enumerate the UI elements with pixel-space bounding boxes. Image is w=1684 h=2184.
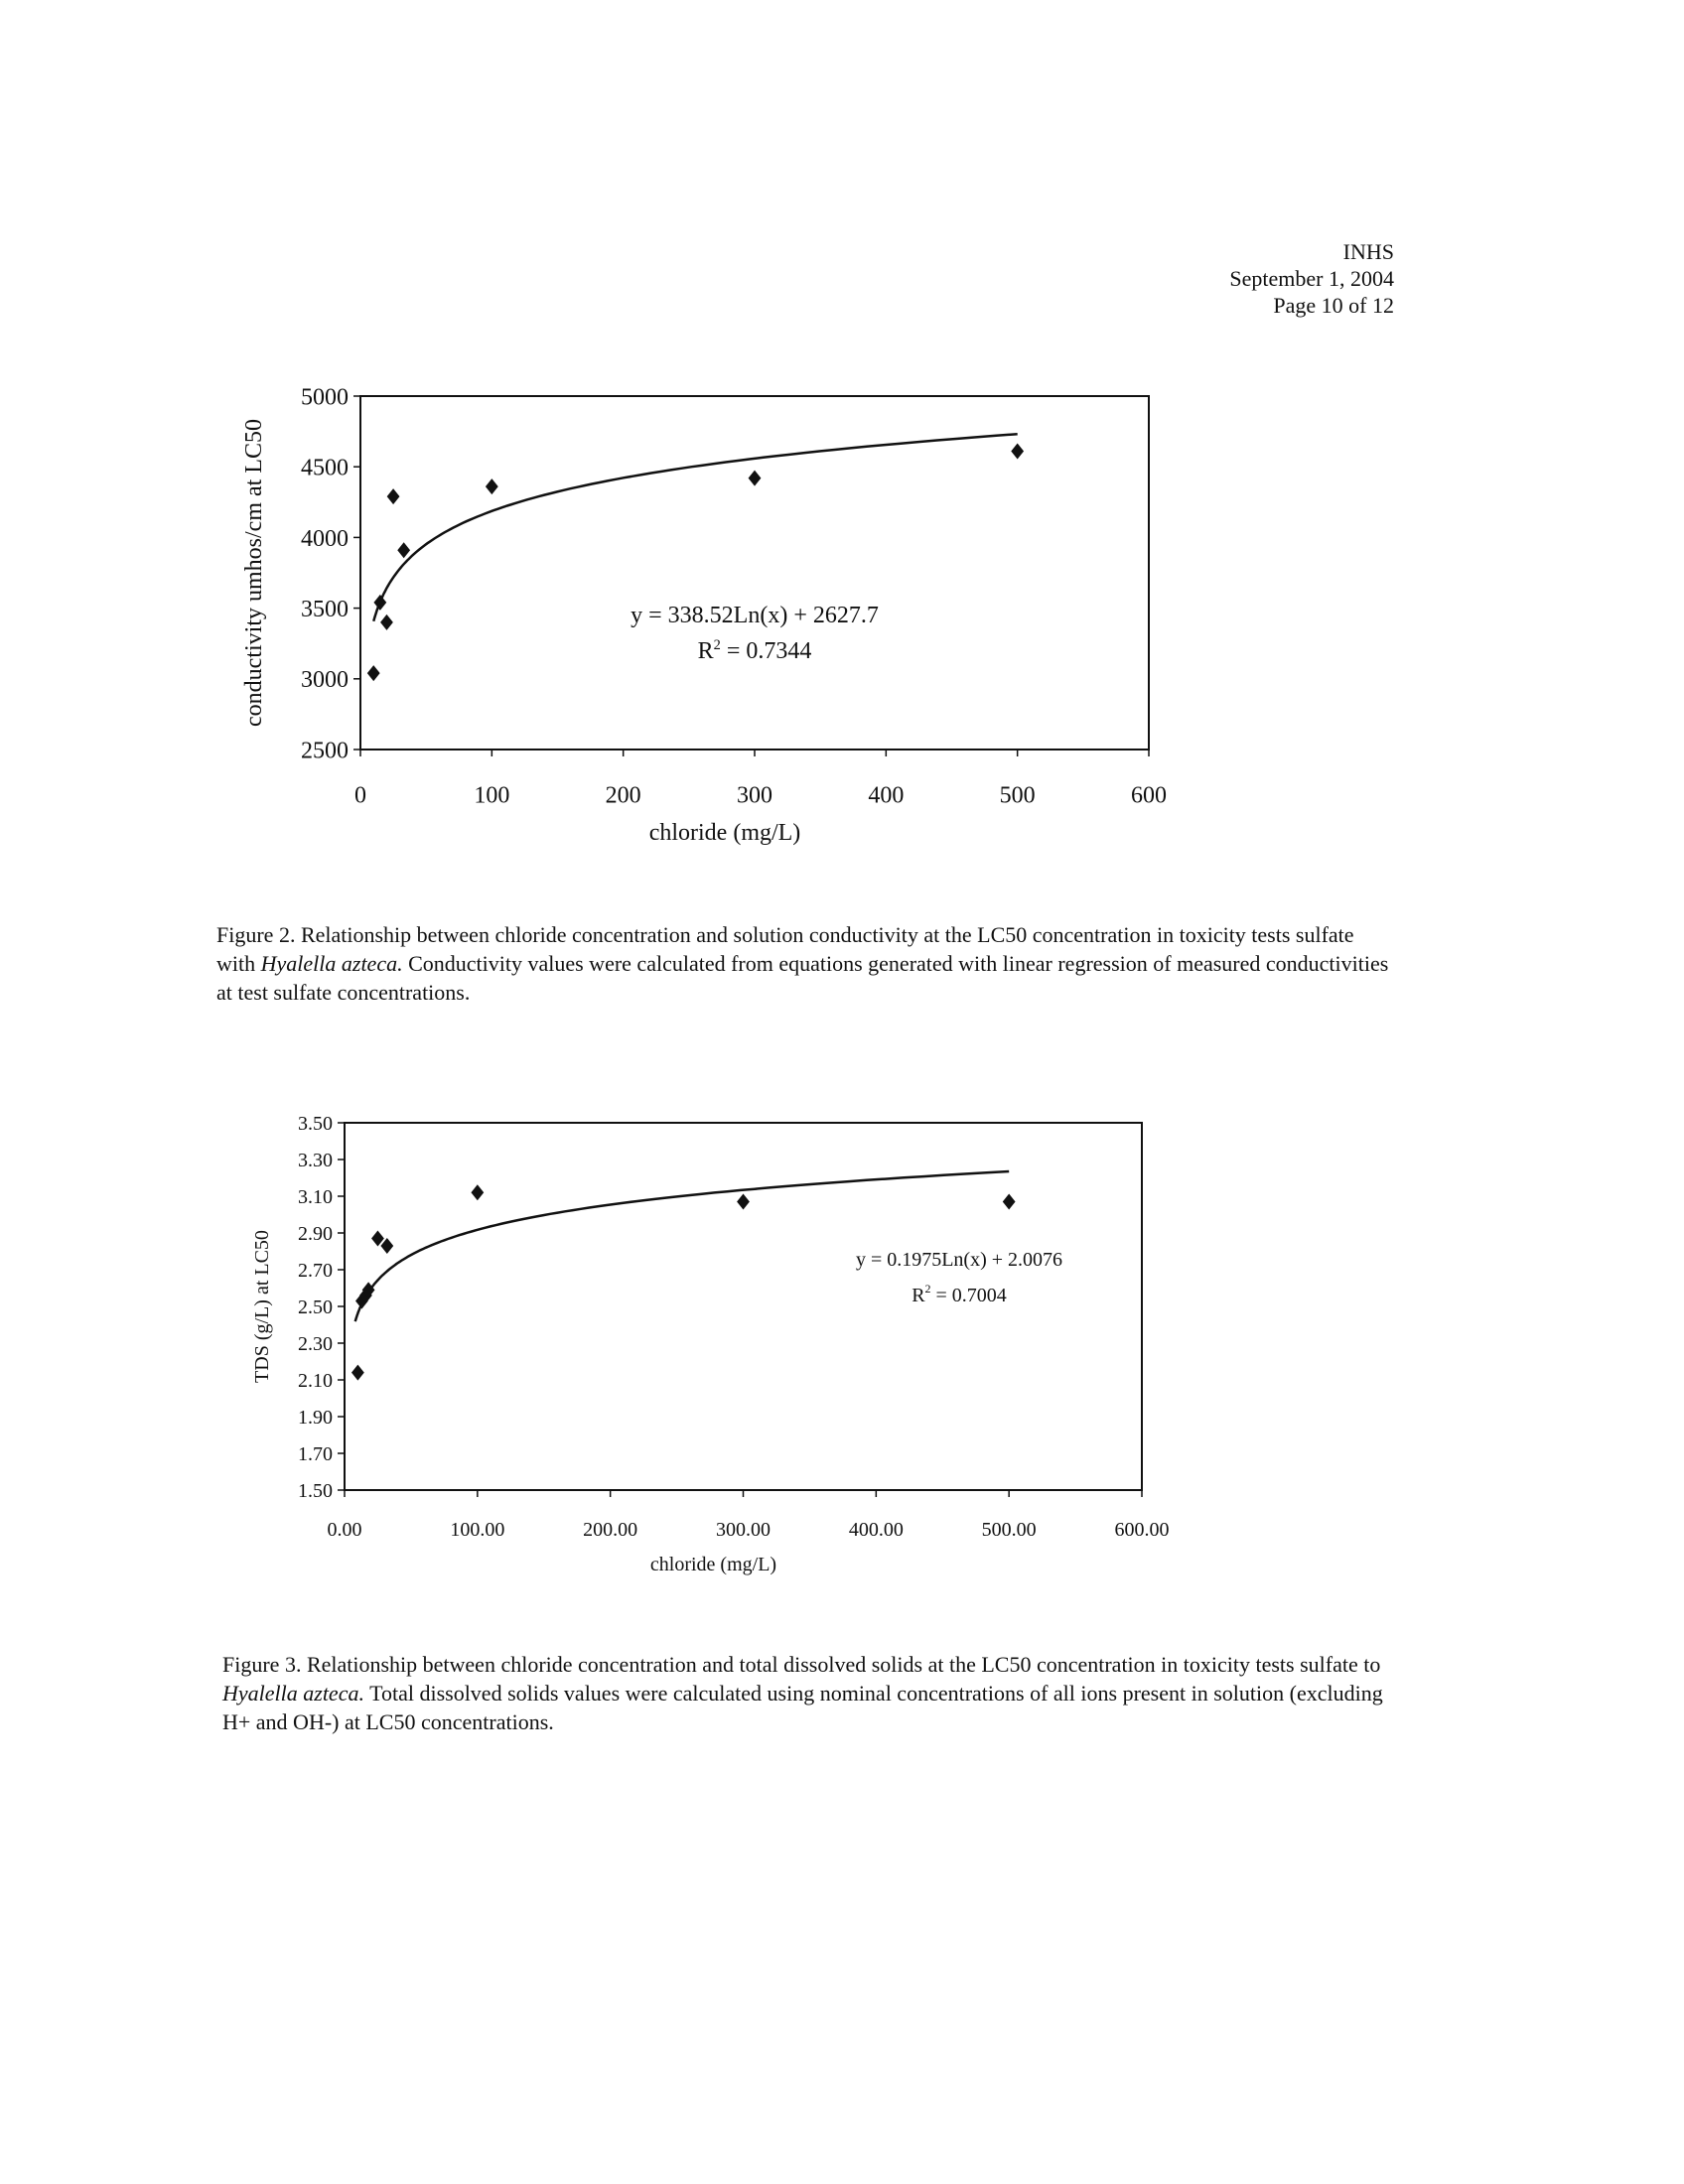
- trendline: [373, 434, 1017, 621]
- y-tick-label: 1.90: [298, 1407, 333, 1429]
- x-tick-label: 400: [868, 782, 905, 809]
- figure-3-caption: [222, 1650, 1400, 1736]
- caption-species: Hyalella azteca.: [260, 951, 403, 976]
- y-tick-label: 4500: [301, 455, 349, 481]
- x-tick-label: 500: [999, 782, 1036, 809]
- x-tick-label: 300: [737, 782, 772, 809]
- data-point: [387, 488, 400, 504]
- x-axis-label: chloride (mg/L): [648, 820, 801, 846]
- x-tick-label: 400.00: [848, 1519, 904, 1541]
- trendline-equation: y = 0.1975Ln(x) + 2.0076: [855, 1249, 1063, 1271]
- header-org: INHS: [1342, 239, 1394, 264]
- data-point: [380, 614, 393, 630]
- r-squared-label: [912, 1282, 1007, 1306]
- y-axis-label: TDS (g/L) at LC50: [251, 1230, 273, 1383]
- chart-3: [251, 1113, 1170, 1575]
- y-tick-label: 3000: [301, 667, 349, 694]
- y-tick-label: 2.70: [298, 1260, 333, 1282]
- x-tick-label: 100: [474, 782, 510, 809]
- y-tick-label: 3.50: [298, 1113, 333, 1135]
- data-point: [367, 665, 380, 681]
- y-tick-label: 2.50: [298, 1297, 333, 1318]
- y-tick-label: 3.10: [298, 1186, 333, 1208]
- data-point: [749, 471, 762, 486]
- y-tick-label: 2.90: [298, 1223, 333, 1245]
- plot-area: [345, 1123, 1142, 1490]
- data-point: [351, 1365, 364, 1381]
- data-point: [471, 1184, 484, 1200]
- r2-symbol: R: [697, 638, 714, 664]
- x-tick-label: 100.00: [450, 1519, 505, 1541]
- y-tick-label: 1.70: [298, 1443, 333, 1465]
- r2-symbol: R: [912, 1285, 925, 1306]
- x-tick-label: 0: [354, 782, 366, 809]
- x-tick-label: 600.00: [1114, 1519, 1170, 1541]
- y-tick-label: 2500: [301, 738, 349, 764]
- y-tick-label: 2.10: [298, 1370, 333, 1392]
- x-tick-label: 0.00: [327, 1519, 362, 1541]
- caption-species: Hyalella azteca.: [222, 1681, 364, 1706]
- header-page: Page 10 of 12: [1273, 293, 1394, 318]
- chart-2: [241, 384, 1167, 846]
- x-axis-label: chloride (mg/L): [649, 1554, 777, 1575]
- y-axis-label: conductivity umhos/cm at LC50: [241, 419, 267, 727]
- data-point: [397, 542, 410, 558]
- header-date: September 1, 2004: [1229, 266, 1394, 291]
- x-tick-label: 500.00: [981, 1519, 1037, 1541]
- x-tick-label: 300.00: [716, 1519, 771, 1541]
- r2-value: = 0.7344: [720, 638, 812, 664]
- plot-area: [360, 396, 1149, 750]
- x-tick-label: 600: [1131, 782, 1167, 809]
- x-tick-label: 200: [605, 782, 641, 809]
- r2-superscript: 2: [713, 637, 721, 653]
- r2-superscript: 2: [924, 1282, 931, 1296]
- data-point: [1003, 1194, 1016, 1210]
- data-point: [737, 1194, 750, 1210]
- x-tick-label: 200.00: [583, 1519, 638, 1541]
- y-tick-label: 3.30: [298, 1150, 333, 1171]
- trendline-equation: y = 338.52Ln(x) + 2627.7: [631, 603, 879, 628]
- figure-2-caption: [216, 920, 1398, 1007]
- y-tick-label: 4000: [301, 525, 349, 552]
- caption-text: Total dissolved solids values were calculated using nominal concentrations of all ions present in solution (excluding H+ and OH-) at LC50 concentrations.: [222, 1681, 1383, 1734]
- y-tick-label: 1.50: [298, 1480, 333, 1502]
- caption-text: Figure 2. Relationship between chloride concentration and solution conductivity at the LC50 concentration in toxicity tests sulfate with: [216, 922, 1354, 976]
- r2-value: = 0.7004: [930, 1285, 1007, 1306]
- r-squared-label: [698, 637, 812, 664]
- data-point: [373, 595, 386, 611]
- caption-text: Figure 3. Relationship between chloride concentration and total dissolved solids at the LC50 concentration in toxicity tests sulfate to: [222, 1652, 1381, 1677]
- caption-text: Conductivity values were calculated from equations generated with linear regression of measured conductivities at test sulfate concentrations.: [216, 951, 1389, 1005]
- y-tick-label: 2.30: [298, 1333, 333, 1355]
- data-point: [1011, 444, 1024, 460]
- y-tick-label: 3500: [301, 597, 349, 622]
- data-point: [486, 478, 498, 494]
- y-tick-label: 5000: [301, 384, 349, 411]
